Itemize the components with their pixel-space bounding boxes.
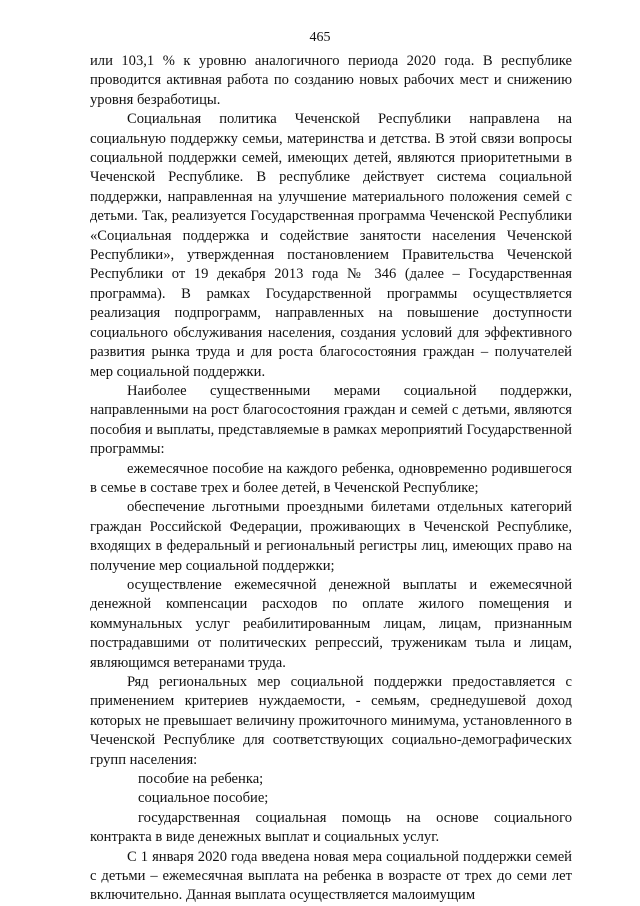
paragraph-regional-measures: Ряд региональных мер социальной поддержки предоставляется с применением критериев нуждаемости, - семьям, среднедушевой доход которых не превышает величину прожиточного минимума, установленного в Чеченской Республике для соответствующих социально-демографических групп населения:: [90, 674, 572, 768]
list-item-travel-tickets: обеспечение льготными проездными билетами отдельных категорий граждан Российской Федерации, проживающих в Чеченской Республике, входящих в федеральный и региональный регистры лиц, имеющих право на получение мер социальной поддержки;: [90, 499, 572, 574]
list-item-social-contract: государственная социальная помощь на основе социального контракта в виде денежных выплат и социальных услуг.: [90, 809, 572, 846]
paragraph-unemployment: или 103,1 % к уровню аналогичного периода 2020 года. В республике проводится активная работа по созданию новых рабочих мест и снижению уровня безработицы.: [90, 53, 572, 108]
list-item-monthly-allowance: ежемесячное пособие на каждого ребенка, одновременно родившегося в семье в составе трех и более детей, в Чеченской Республике;: [90, 460, 572, 496]
page-number: 465: [309, 30, 331, 45]
list-item-monthly-payment: осуществление ежемесячной денежной выплаты и ежемесячной денежной компенсации расходов по оплате жилого помещения и коммунальных услуг реабилитированным лицам, лицам, признанным пострадавшими от политических репрессий, труженикам тыла и лицам, являющимся ветеранами труда.: [90, 576, 572, 671]
paragraph-new-measure-2020: С 1 января 2020 года введена новая мера социальной поддержки семей с детьми – ежемесячная выплата на ребенка в возрасте от трех до семи лет включительно. Данная выплата осуществляется малоимущим: [90, 848, 572, 904]
list-item-child-allowance: пособие на ребенка;: [138, 771, 264, 788]
paragraph-social-policy: Социальная политика Чеченской Республики направлена на социальную поддержку семьи, материнства и детства. В этой связи вопросы социальной поддержки семей, имеющих детей, являются приоритетными в Чеченской Республике. В республике действует система социальной поддержки, направленная на улучшение материального положения семей с детьми. Так, реализуется Государственная программа Чеченской Республики «Социальная поддержка и содействие занятости населения Чеченской Республики», утвержденная постановлением Правительства Чеченской Республики от 19 декабря 2013 года № 346 (далее – Государственная программа). В рамках Государственной программы осуществляется реализация подпрограмм, направленных на повышение доступности социального обслуживания населения, создания условий для эффективного развития рынка труда и для роста благосостояния граждан – получателей мер социальной поддержки.: [90, 111, 572, 380]
list-item-social-allowance: социальное пособие;: [138, 790, 269, 807]
paragraph-support-measures: Наиболее существенными мерами социальной поддержки, направленными на рост благосостояния граждан и семей с детьми, являются пособия и выплаты, представляемые в рамках мероприятий Государственной программы:: [90, 382, 572, 458]
document-body: [90, 52, 572, 906]
